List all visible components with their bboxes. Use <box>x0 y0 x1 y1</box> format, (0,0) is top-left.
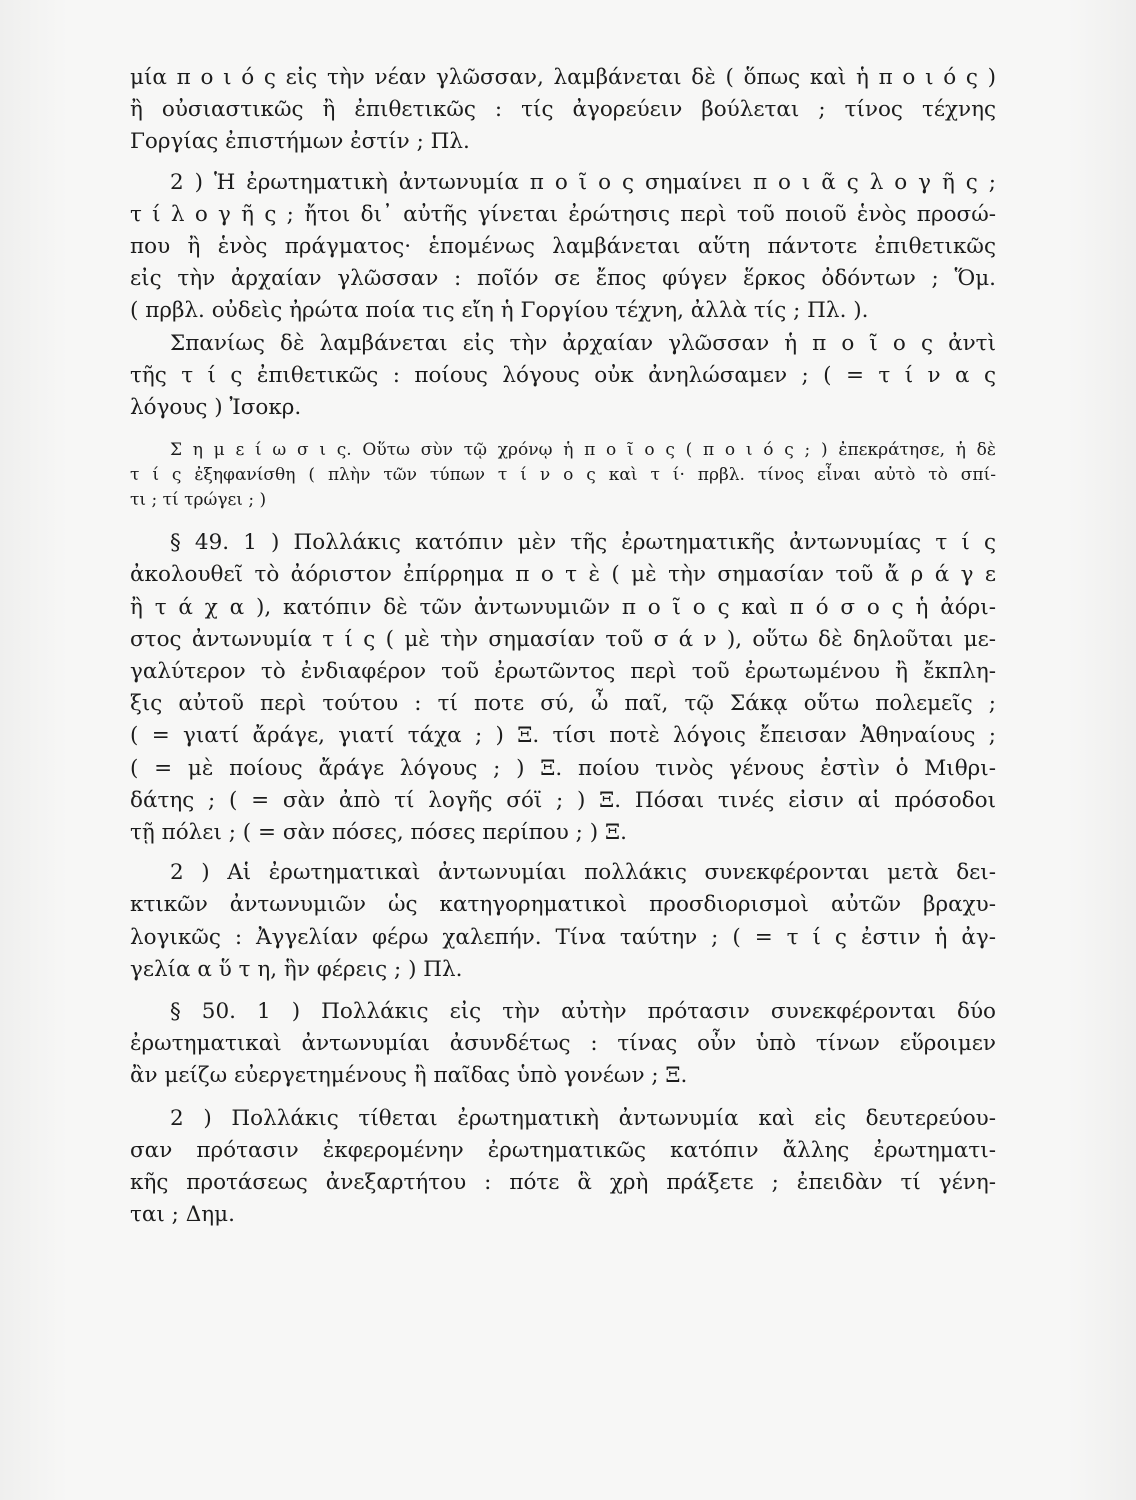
note-line: τ ί ς ἐξηφανίσθη ( πλὴν τῶν τύπων τ ί ν ο ς καὶ τ ί· πρβλ. τίνος εἶναι αὐτὸ τὸ σπί- <box>130 465 996 486</box>
text-line: λόγους ) Ἰσοκρ. <box>130 395 302 421</box>
paragraph-interrogative-poios <box>130 167 996 328</box>
text-line: τῇ πόλει ; ( = σὰν πόσες, πόσες περίπου ; ) Ξ. <box>130 820 627 846</box>
text-line: Σπανίως δὲ λαμβάνεται εἰς τὴν ἀρχαίαν γλῶσσαν ἡ π ο ῖ ο ς ἀντὶ <box>170 330 996 356</box>
text-line: μία π ο ι ό ς εἰς τὴν νέαν γλῶσσαν, λαμβάνεται δὲ ( ὅπως καὶ ἡ π ο ι ό ς ) <box>130 65 996 90</box>
section-50-part-2 <box>130 1103 996 1232</box>
text-line: ἢ οὐσιαστικῶς ἢ ἐπιθετικῶς : τίς ἀγορεύειν βούλεται ; τίνος τέχνης <box>130 97 996 123</box>
section-49-part-1 <box>130 527 996 849</box>
paragraph-rarely <box>130 328 996 425</box>
paragraph-continuation <box>130 62 996 159</box>
note-line: Σ η μ ε ί ω σ ι ς. Οὕτω σὺν τῷ χρόνῳ ἡ π ο ῖ ο ς ( π ο ι ό ς ; ) ἐπεκράτησε, ἡ δὲ <box>170 440 996 461</box>
text-line: τ ί λ ο γ ῆ ς ; ἤτοι δι᾽ αὐτῆς γίνεται ἐρώτησις περὶ τοῦ ποιοῦ ἑνὸς προσώ- <box>130 201 996 227</box>
text-line: ( = γιατί ἄράγε, γιατί τάχα ; ) Ξ. τίσι ποτὲ λόγοις ἔπεισαν Ἀθηναίους ; <box>130 723 996 749</box>
page-text <box>130 62 996 1232</box>
text-line: στος ἀντωνυμία τ ί ς ( μὲ τὴν σημασίαν τοῦ σ ά ν ), οὕτω δὲ δηλοῦται με- <box>130 626 996 652</box>
note-block <box>130 438 996 513</box>
text-line: Γοργίας ἐπιστήμων ἐστίν ; Πλ. <box>130 129 470 155</box>
text-line: γαλύτερον τὸ ἐνδιαφέρον τοῦ ἐρωτῶντος περὶ τοῦ ἐρωτωμένου ἢ ἔκπλη- <box>130 659 996 685</box>
section-heading-line: § 50. 1 ) Πολλάκις εἰς τὴν αὐτὴν πρότασιν συνεκφέρονται δύο <box>170 999 996 1025</box>
section-49-part-2 <box>130 857 996 986</box>
text-line: 2 ) Αἱ ἐρωτηματικαὶ ἀντωνυμίαι πολλάκις συνεκφέρονται μετὰ δει- <box>170 860 996 886</box>
text-line: τῆς τ ί ς ἐπιθετικῶς : ποίους λόγους οὐκ ἀνηλώσαμεν ; ( = τ ί ν α ς <box>130 362 996 388</box>
text-line: σαν πρότασιν ἐκφερομένην ἐρωτηματικῶς κατόπιν ἄλλης ἐρωτηματι- <box>130 1137 996 1163</box>
text-line: ( πρβλ. οὐδεὶς ἠρώτα ποία τις εἴη ἡ Γοργίου τέχνη, ἀλλὰ τίς ; Πλ. ). <box>130 298 869 324</box>
section-50-part-1 <box>130 996 996 1093</box>
text-line: λογικῶς : Ἀγγελίαν φέρω χαλεπήν. Τίνα ταύτην ; ( = τ ί ς ἐστιν ἡ ἀγ- <box>130 924 996 950</box>
text-line: 2 ) Πολλάκις τίθεται ἐρωτηματικὴ ἀντωνυμία καὶ εἰς δευτερεύου- <box>170 1105 996 1131</box>
text-line: ται ; Δημ. <box>130 1202 235 1228</box>
text-line: κῆς προτάσεως ἀνεξαρτήτου : πότε ἃ χρὴ πράξετε ; ἐπειδὰν τί γένη- <box>130 1170 996 1196</box>
text-line: ἀκολουθεῖ τὸ ἀόριστον ἐπίρρημα π ο τ ὲ ( μὲ τὴν σημασίαν τοῦ ἄ ρ ά γ ε <box>130 562 996 588</box>
text-line: γελία α ὕ τ η, ἣν φέρεις ; ) Πλ. <box>130 956 463 982</box>
text-line: ἂν μείζω εὐεργετημένους ἢ παῖδας ὑπὸ γονέων ; Ξ. <box>130 1063 688 1089</box>
text-line: κτικῶν ἀντωνυμιῶν ὡς κατηγορηματικοὶ προσδιορισμοὶ αὐτῶν βραχυ- <box>130 892 996 918</box>
text-line: δάτης ; ( = σὰν ἀπὸ τί λογῆς σόϊ ; ) Ξ. Πόσαι τινές εἰσιν αἱ πρόσοδοι <box>130 787 996 813</box>
text-line: ξις αὐτοῦ περὶ τούτου : τί ποτε σύ, ὦ παῖ, τῷ Σάκᾳ οὕτω πολεμεῖς ; <box>130 691 996 717</box>
text-line: 2 ) Ἡ ἐρωτηματικὴ ἀντωνυμία π ο ῖ ο ς σημαίνει π ο ι ᾶ ς λ ο γ ῆ ς ; <box>170 169 996 195</box>
text-line: ἐρωτηματικαὶ ἀντωνυμίαι ἀσυνδέτως : τίνας οὖν ὑπὸ τίνων εὕροιμεν <box>130 1031 996 1057</box>
text-line: που ἢ ἑνὸς πράγματος· ἑπομένως λαμβάνεται αὕτη πάντοτε ἐπιθετικῶς <box>130 234 996 260</box>
text-line: ἢ τ ά χ α ), κατόπιν δὲ τῶν ἀντωνυμιῶν π ο ῖ ο ς καὶ π ό σ ο ς ἡ ἀόρι- <box>130 594 996 620</box>
section-heading-line: § 49. 1 ) Πολλάκις κατόπιν μὲν τῆς ἐρωτηματικῆς ἀντωνυμίας τ ί ς <box>170 530 996 556</box>
text-line: εἰς τὴν ἀρχαίαν γλῶσσαν : ποῖόν σε ἔπος φύγεν ἕρκος ὀδόντων ; Ὅμ. <box>130 266 996 292</box>
text-line: ( = μὲ ποίους ἄράγε λόγους ; ) Ξ. ποίου τινὸς γένους ἐστὶν ὁ Μιθρι- <box>130 755 996 781</box>
note-line: τι ; τί τρώγει ; ) <box>130 490 267 511</box>
